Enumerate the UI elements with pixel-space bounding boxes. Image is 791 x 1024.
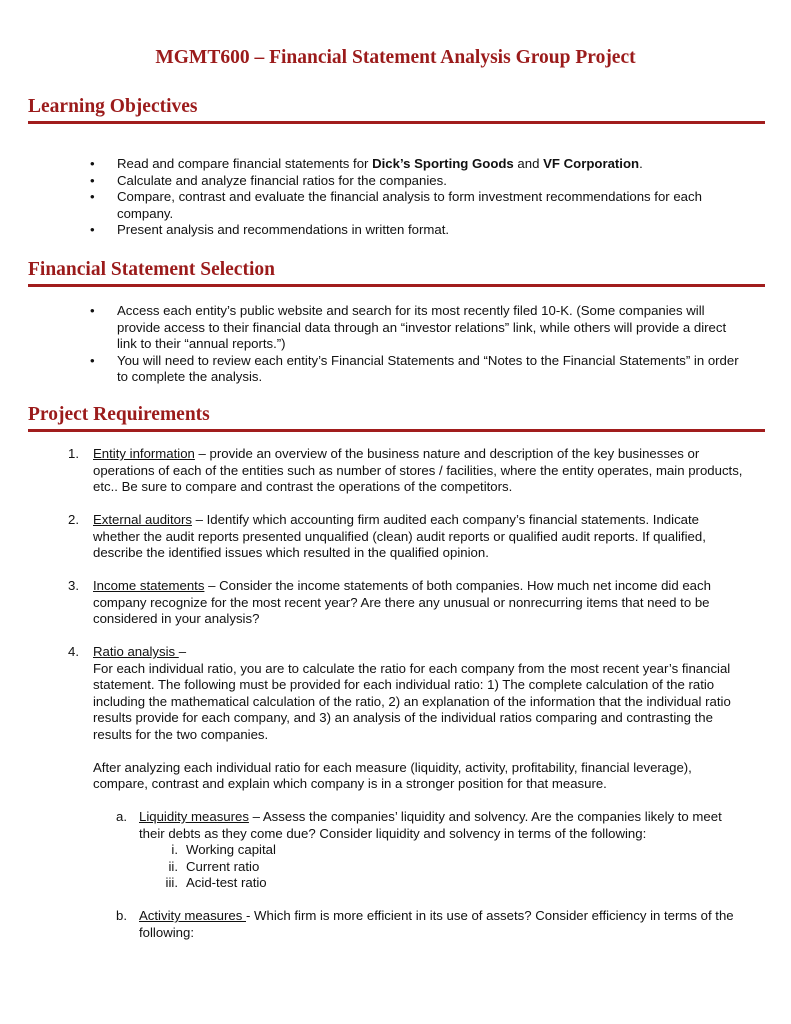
selection-text: Access each entity’s public website and search for its most recently filed 10-K. (Some companies will provide access to their financial data through an “investor relations” link, while others will provide a direct link to their “annual reports.”) [117,303,727,351]
list-item [90,222,750,239]
selection-text: You will need to review each entity’s Financial Statements and “Notes to the Financial Statements” in order to complete the analysis. [117,352,739,384]
list-item [139,875,748,892]
bullet-icon: • [90,303,95,318]
measure-item [93,809,748,892]
measure-label: Liquidity measures [139,809,249,824]
requirement-label: Income statements [93,578,205,593]
item-numeral: i. [171,842,178,857]
ratio-paragraph: After analyzing each individual ratio for each measure (liquidity, activity, profitability, financial leverage), compare, contrast and explain which company is in a stronger position for that measure. [93,759,692,791]
requirement-item [68,578,748,628]
list-item [90,303,745,353]
project-requirements-list [68,446,748,958]
item-numeral: iii. [165,875,178,890]
liquidity-ratios-list [139,842,748,892]
item-letter: a. [116,809,127,824]
bullet-icon: • [90,172,95,188]
financial-statement-selection-heading: Financial Statement Selection [28,258,765,287]
document-title: MGMT600 – Financial Statement Analysis Group Project [155,47,636,68]
list-item [90,353,745,386]
requirement-item [68,512,748,562]
item-number: 1. [68,446,79,461]
ratio-paragraph: For each individual ratio, you are to calculate the ratio for each company from the most recent year’s financial statement. The following must be provided for each individual ratio: 1) The complete calculation of the ratio including the mathematical calculation of the ratio, 2) an explanation of the information that the individual ratio results provide for each company, and 3) an analysis of the individual ratios comparing and contrasting the results for the two companies. [93,660,731,742]
item-letter: b. [116,908,127,923]
ratio-name: Working capital [186,842,276,857]
measure-label: Activity measures [139,908,246,923]
requirement-text: – [178,644,187,659]
financial-statement-selection-list [90,303,745,386]
item-numeral: ii. [168,858,178,874]
list-item [90,156,750,173]
measure-item [93,908,748,941]
list-item [139,859,748,876]
learning-objectives-heading: Learning Objectives [28,95,765,124]
requirement-label: Entity information [93,446,195,461]
ratio-name: Current ratio [186,858,260,874]
company-name-vf: VF Corporation [543,156,640,171]
requirement-label: External auditors [93,512,192,527]
project-requirements-heading: Project Requirements [28,403,765,432]
item-number: 3. [68,578,79,593]
requirement-item [68,446,748,496]
learning-objectives-list [90,156,750,239]
objective-text-pre: Read and compare financial statements for [117,156,373,171]
list-item [90,189,750,222]
measure-text: – Assess the companies’ liquidity and solvency. Are the companies likely to meet their debts as they come due? Consider liquidity and solvency in terms of the following: [139,809,722,841]
item-number: 2. [68,512,79,527]
objective-text-mid: and [513,156,544,171]
requirement-text: – provide an overview of the business nature and description of the key businesses or operations of each of the entities such as number of stores / facilities, where the entity operates, main products, etc.. Be sure to compare and contrast the operations of the competitors. [93,446,743,494]
objective-text: Calculate and analyze financial ratios for the companies. [117,172,447,188]
bullet-icon: • [90,189,95,204]
list-item [90,173,750,190]
objective-text: Present analysis and recommendations in written format. [117,222,450,237]
ratio-name: Acid-test ratio [186,875,267,890]
requirement-label: Ratio analysis [93,644,179,659]
requirement-text: – Identify which accounting firm audited each company’s financial statements. Indicate whether the audit reports presented unqualified (clean) audit reports or qualified audit reports. If qualified, describe the identified issues which resulted in the qualified opinion. [93,512,706,560]
requirement-text: – Consider the income statements of both companies. How much net income did each company recognize for the most recent year? Are there any unusual or nonrecurring items that need to be considered in your analysis? [93,578,711,626]
ratio-measures-list [93,809,748,941]
list-item [139,842,748,859]
measure-text: - Which firm is more efficient in its use of assets? Consider efficiency in terms of the following: [139,908,734,940]
objective-text: Compare, contrast and evaluate the financial analysis to form investment recommendations for each company. [117,189,702,221]
bullet-icon: • [90,352,95,368]
item-number: 4. [68,644,79,659]
bullet-icon: • [90,156,95,171]
bullet-icon: • [90,222,95,237]
requirement-item [68,644,748,941]
company-name-dicks: Dick’s Sporting Goods [372,156,514,171]
objective-text-post: . [639,156,643,171]
